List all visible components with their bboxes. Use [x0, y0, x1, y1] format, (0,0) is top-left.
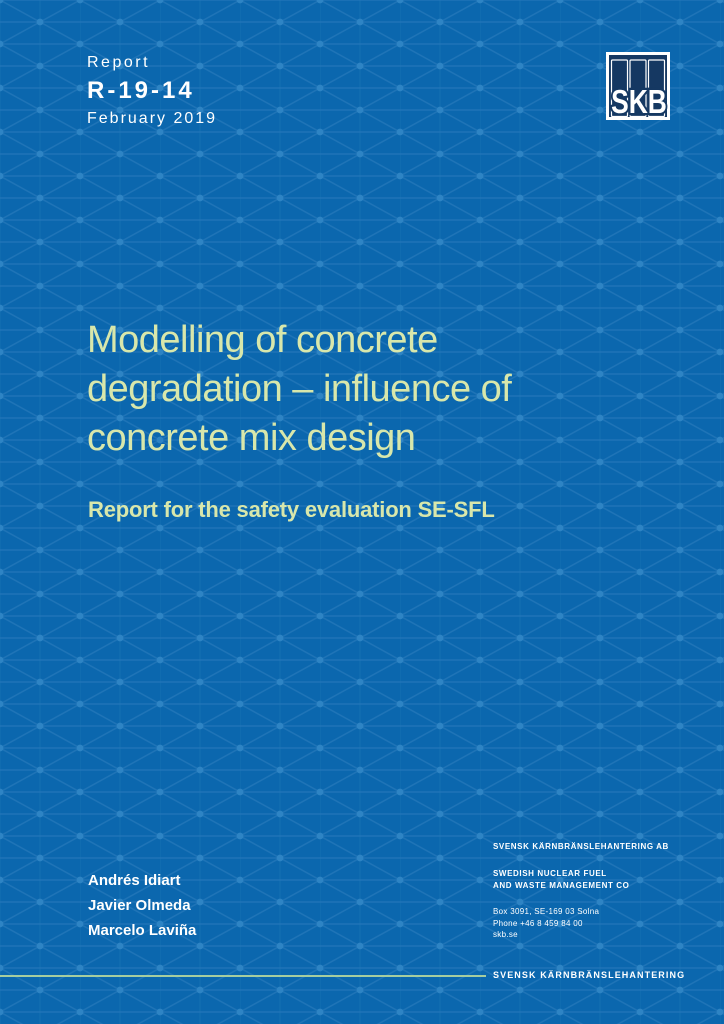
skb-logo [606, 52, 670, 120]
report-id-block [87, 53, 217, 128]
skb-logo-graphic [606, 52, 670, 120]
report-number: R-19-14 [87, 77, 195, 104]
author-name: Marcelo Laviña [88, 922, 197, 939]
report-title [87, 316, 647, 463]
footer-rule [0, 975, 486, 977]
skb-logo-text: SKB [611, 84, 667, 120]
company-website: skb.se [493, 930, 518, 939]
company-name-english [493, 868, 708, 892]
report-subtitle: Report for the safety evaluation SE-SFL [88, 497, 495, 522]
company-address: Box 3091, SE-169 03 Solna [493, 907, 600, 916]
company-phone: Phone +46 8 459 84 00 [493, 918, 583, 928]
report-title-line-2: degradation – influence of [87, 368, 512, 410]
report-title-line-1: Modelling of concrete [87, 319, 438, 361]
author-name: Javier Olmeda [88, 897, 191, 914]
company-info-block [493, 842, 708, 941]
company-contact-block [493, 906, 708, 941]
report-date: February 2019 [87, 110, 218, 127]
company-name-swedish: SVENSK KÄRNBRÄNSLEHANTERING AB [493, 842, 669, 851]
author-name: Andrés Idiart [88, 872, 181, 889]
company-name-english-line-2: AND WASTE MANAGEMENT CO [493, 881, 630, 890]
report-label: Report [87, 54, 151, 71]
authors-list [88, 868, 196, 943]
footer-company-name: SVENSK KÄRNBRÄNSLEHANTERING [493, 970, 686, 980]
company-name-english-line-1: SWEDISH NUCLEAR FUEL [493, 869, 607, 878]
report-title-line-3: concrete mix design [87, 417, 416, 459]
